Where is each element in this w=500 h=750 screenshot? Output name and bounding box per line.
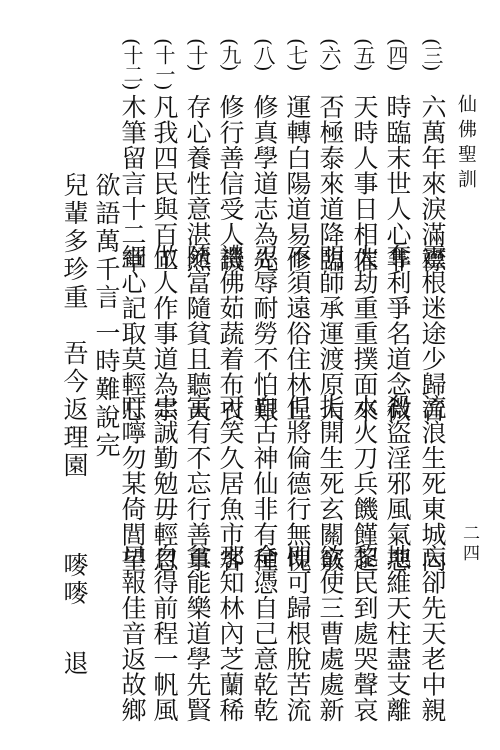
poem-verse: 修行善信受人譏 <box>216 94 245 273</box>
poem-verse: 忠誠勤勉毋輕忽 <box>150 394 179 573</box>
poem-verse: 自得前程一帆風 <box>150 544 179 723</box>
poem-verse: 大劫重重撲面來 <box>350 244 379 423</box>
poem-verse: 修真學道志為先 <box>250 94 279 273</box>
poem-verse: 黎民到處哭聲哀 <box>350 544 379 723</box>
poem-verse: 時臨末世人心非 <box>383 94 412 273</box>
poem-verse: 全憑自己意乾乾 <box>250 544 279 723</box>
poem-verse: 那知林內芝蘭稀 <box>216 544 245 723</box>
poem-verse: 不須遠俗住林丘 <box>283 244 312 423</box>
poem-verse: 天時人事日相催 <box>350 94 379 273</box>
poem-verse: 即可歸根脫苦流 <box>283 544 312 723</box>
poem-verse: 水火刀兵饑饉起 <box>350 394 379 573</box>
signature: 嘜嘜 <box>60 552 89 608</box>
poem-verse: 指開生死玄關竅 <box>316 394 345 573</box>
poem-verse: 可笑久居魚市客 <box>216 394 245 573</box>
poem-verse: 做人作事道為宗 <box>150 244 179 423</box>
column-number: (五) <box>352 38 376 71</box>
closing-line-4: 吾今返理園 <box>60 340 89 480</box>
column-number: (七) <box>285 38 309 71</box>
column-number: (六) <box>318 38 342 71</box>
poem-verse: 明師承運渡原人 <box>316 244 345 423</box>
column-number: (九) <box>218 38 242 71</box>
poem-verse: 自古神仙非有種 <box>250 394 279 573</box>
poem-verse: 殺盜淫邪風氣惡 <box>383 394 412 573</box>
closing-line-3: 一時難說完 <box>92 320 121 460</box>
poem-verse: 禮佛茹蔬着布衣 <box>216 244 245 423</box>
poem-verse: 存心養性意湛然 <box>183 94 212 273</box>
poem-verse: 靈根迷途少歸音 <box>418 244 447 423</box>
column-number: (十一) <box>152 38 176 90</box>
column-number: (八) <box>252 38 276 71</box>
closing-line-2: 兒輩多珍重 <box>60 172 89 312</box>
poem-verse: 早報佳音返故鄉 <box>118 544 147 723</box>
poem-verse: 叮嚀勿某倚閭望 <box>118 394 147 573</box>
poem-verse: 貧能樂道學先賢 <box>183 544 212 723</box>
column-number: (十二) <box>120 38 144 90</box>
closing-line-1: 欲語萬千言 <box>92 172 121 312</box>
poem-verse: 木筆留言十二章 <box>118 94 147 273</box>
poem-verse: 地維天柱盡支離 <box>383 544 412 723</box>
poem-verse: 但將倫德行無愧 <box>283 394 312 573</box>
page-number: 二四 <box>459 524 479 564</box>
poem-verse: 奪利爭名道念微 <box>383 244 412 423</box>
poem-verse: 富有不忘行善事 <box>183 394 212 573</box>
poem-verse: 忘卻先天老中親 <box>418 544 447 723</box>
poem-verse: 凡我四民與百工 <box>150 94 179 273</box>
column-number: (三) <box>420 38 444 71</box>
signoff: 退 <box>60 650 89 676</box>
book-title: 仙佛聖訓 <box>455 94 477 194</box>
poem-verse: 六萬年來淚滿襟 <box>418 94 447 273</box>
poem-verse: 流浪生死東城內 <box>418 394 447 573</box>
poem-verse: 欲使三曹處處新 <box>316 544 345 723</box>
poem-verse: 忍辱耐勞不怕艱 <box>250 244 279 423</box>
column-number: (四) <box>385 38 409 71</box>
poem-verse: 運轉白陽道易修 <box>283 94 312 273</box>
column-number: (十) <box>185 38 209 71</box>
poem-verse: 隨富隨貧且聽天 <box>183 244 212 423</box>
poem-verse: 細心記取莫輕忘 <box>118 244 147 423</box>
poem-verse: 否極泰來道降臨 <box>316 94 345 273</box>
